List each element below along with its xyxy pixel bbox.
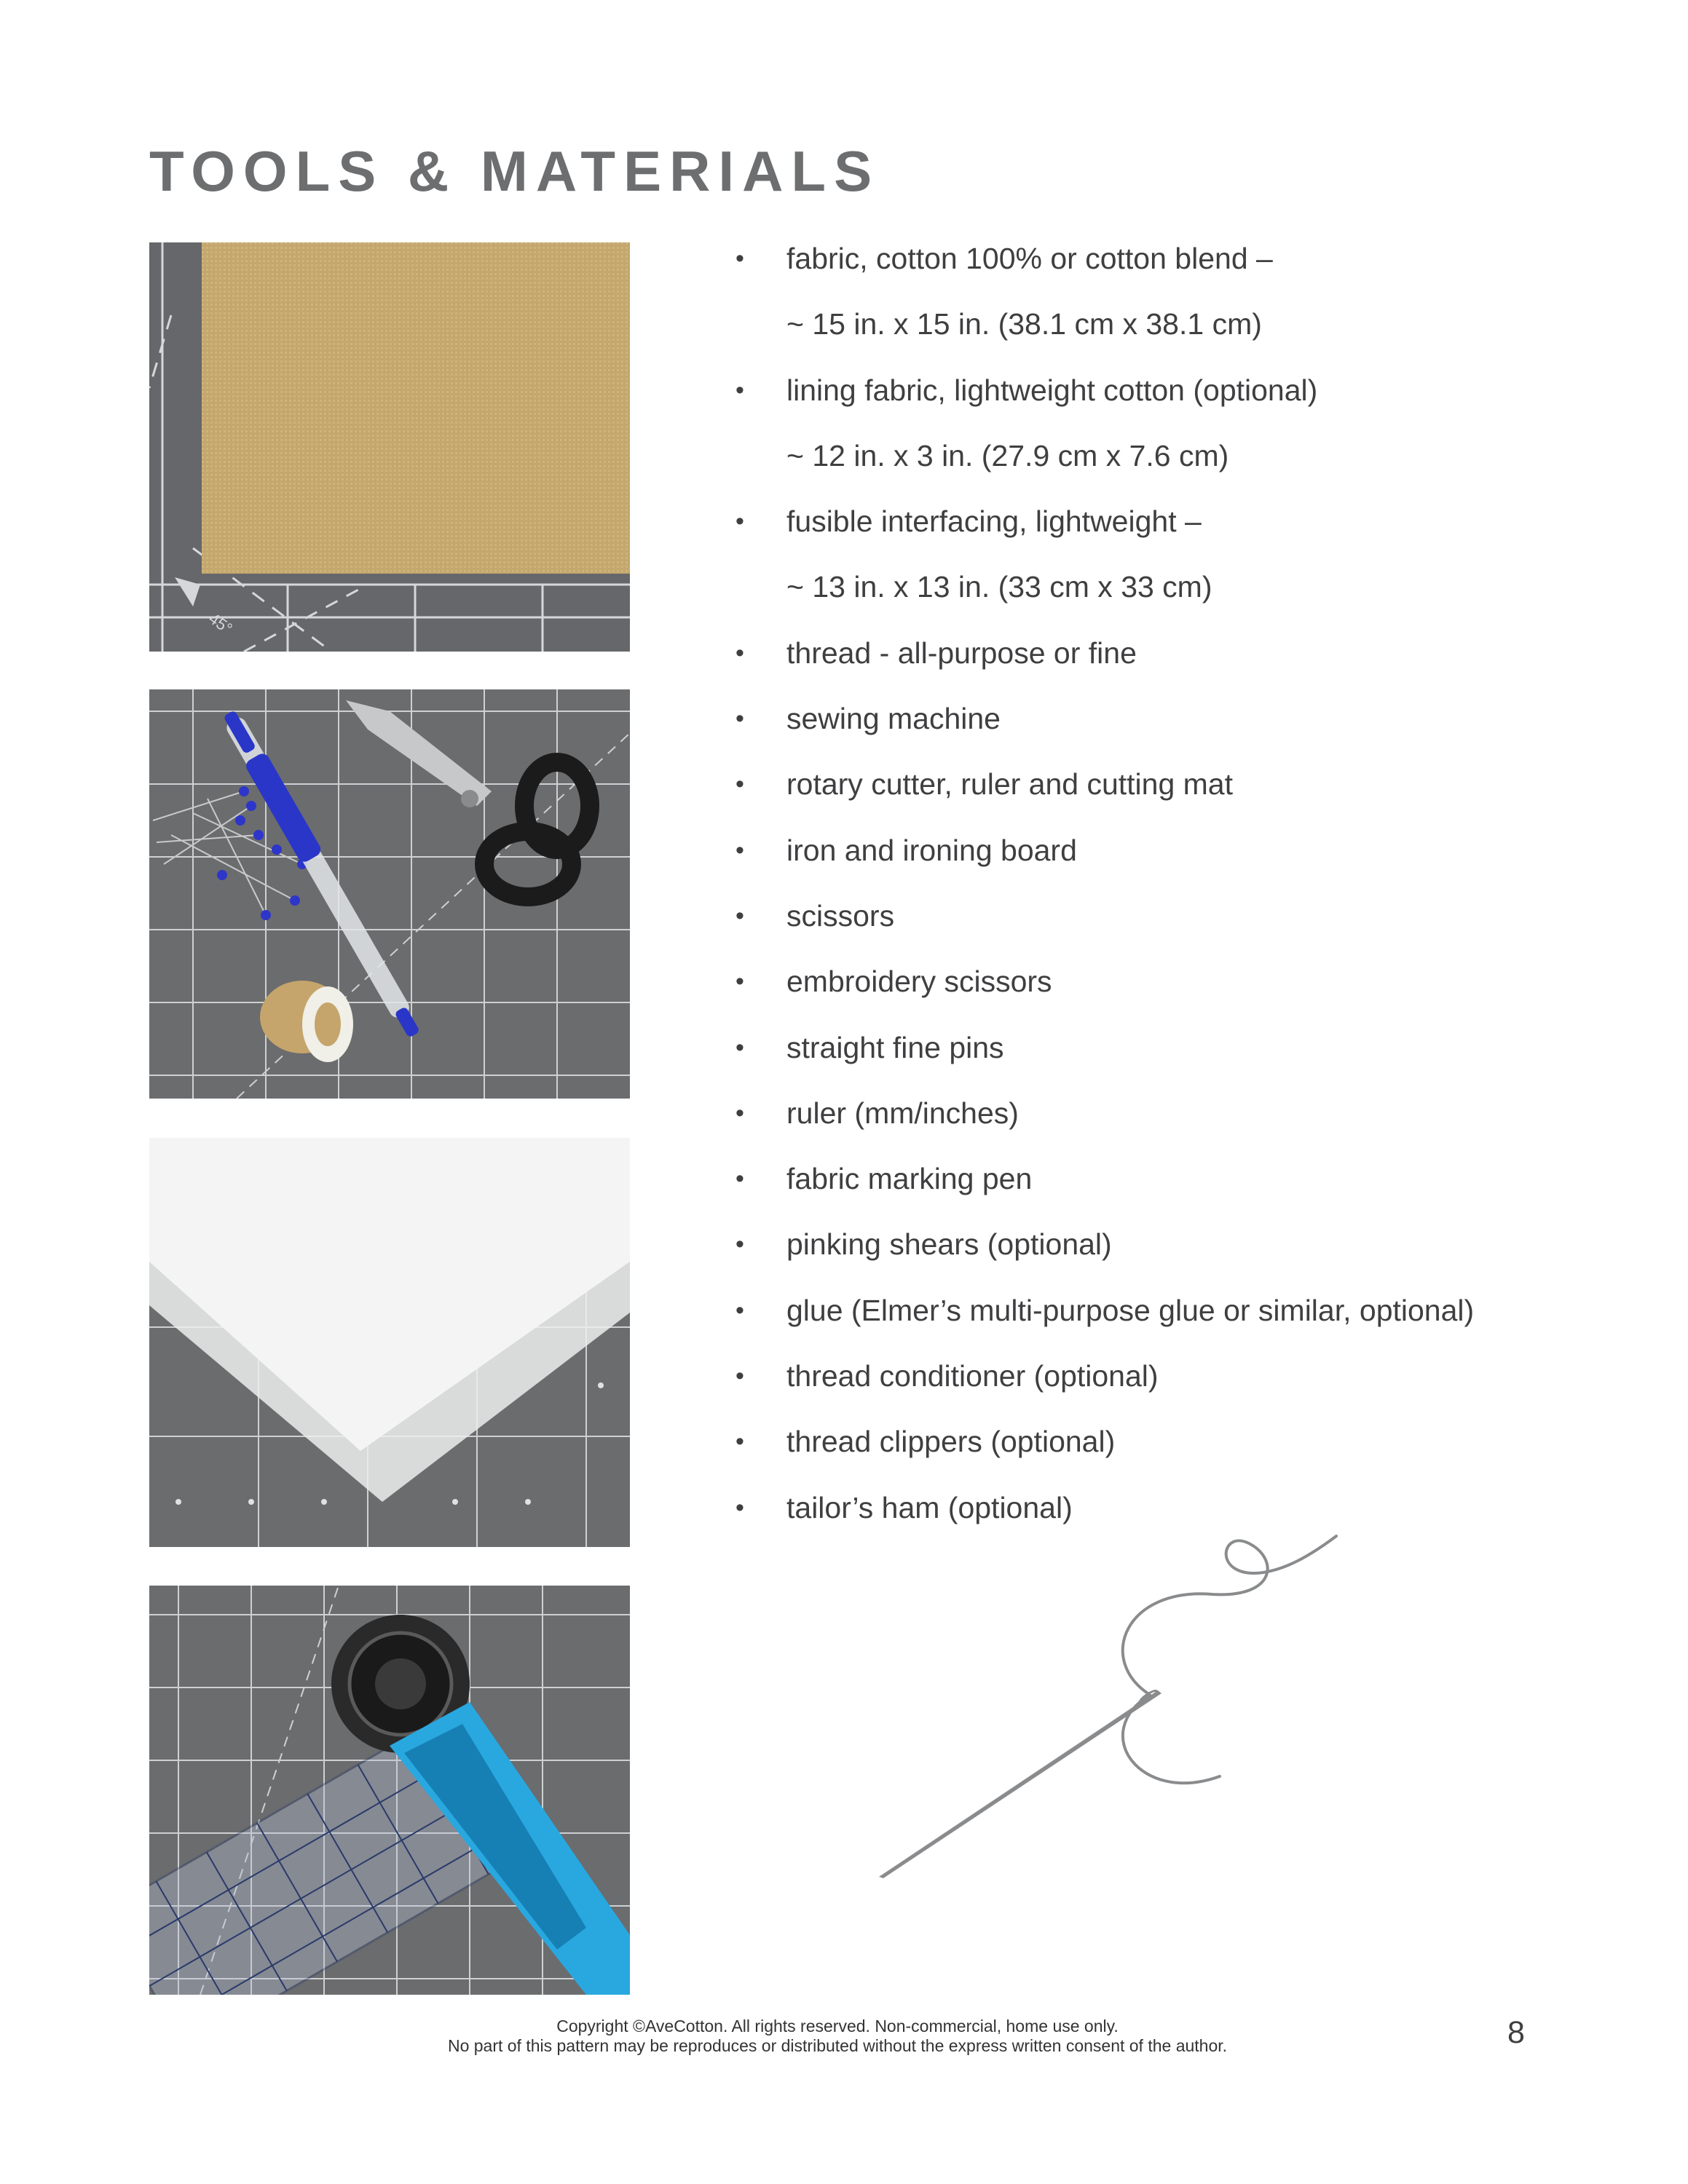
bullet-icon: • [735,770,744,799]
materials-item-text: thread - all-purpose or fine [786,636,1137,670]
materials-item [735,1022,1609,1088]
copyright-line-1: Copyright ©AveCotton. All rights reserved. Non-commercial, home use only. [556,2017,1119,2035]
materials-item-text: straight fine pins [786,1030,1004,1064]
materials-item-text: thread clippers (optional) [786,1425,1116,1459]
materials-item-detail [735,561,1609,627]
materials-item-text: lining fabric, lightweight cotton (optional) [786,373,1318,407]
materials-item-text: fabric marking pen [786,1162,1033,1196]
materials-item [735,956,1609,1021]
bullet-icon: • [735,901,744,930]
materials-item [735,1153,1609,1219]
materials-item-text: embroidery scissors [786,965,1052,999]
bullet-icon: • [735,245,744,272]
materials-item-text: iron and ironing board [786,833,1077,867]
materials-item [735,1285,1609,1350]
materials-item [735,890,1609,956]
page-number: 8 [1507,2015,1525,2050]
materials-item [735,693,1609,759]
copyright-footer [291,2017,1384,2056]
copyright-line-2: No part of this pattern may be reproduces or distributed without the express written consent of the author. [447,2036,1228,2055]
materials-item [735,628,1609,693]
materials-item-detail [735,298,1609,364]
materials-item [735,1416,1609,1481]
interfacing-photo [149,1138,630,1547]
materials-item-text: thread conditioner (optional) [786,1359,1159,1393]
materials-item-text: tailor’s ham (optional) [786,1490,1073,1524]
bullet-icon: • [735,1493,744,1522]
mat-angle-label: 45° [205,609,236,638]
bullet-icon: • [735,1296,744,1324]
materials-item-text: ruler (mm/inches) [786,1096,1019,1130]
materials-list [735,233,1609,1548]
bullet-icon: • [735,1362,744,1390]
notions-photo [149,689,630,1099]
bullet-icon: • [735,968,744,996]
rotary-cutter-photo [149,1586,630,1995]
materials-item [735,233,1609,298]
materials-item [735,365,1609,430]
materials-item-text: fusible interfacing, lightweight – [786,505,1202,539]
materials-item [735,825,1609,890]
materials-item-text: fabric, cotton 100% or cotton blend – [786,242,1273,275]
materials-item [735,1219,1609,1284]
bullet-icon: • [735,1165,744,1193]
bullet-icon: • [735,376,744,404]
materials-item-text: scissors [786,898,895,933]
bullet-icon: • [735,1428,744,1456]
bullet-icon: • [735,638,744,667]
materials-item-text: ~ 15 in. x 15 in. (38.1 cm x 38.1 cm) [786,307,1262,341]
bullet-icon: • [735,1230,744,1259]
needle-thread-icon [870,1529,1351,1878]
page-title: TOOLS & MATERIALS [149,139,880,203]
bullet-icon: • [735,836,744,864]
materials-item [735,759,1609,824]
materials-item [735,1088,1609,1153]
materials-item [735,496,1609,561]
materials-item-text: sewing machine [786,702,1001,736]
materials-item-text: glue (Elmer’s multi-purpose glue or similar, optional) [786,1293,1475,1327]
materials-item-text: pinking shears (optional) [786,1227,1112,1262]
materials-item-text: ~ 13 in. x 13 in. (33 cm x 33 cm) [786,570,1212,604]
materials-item [735,1350,1609,1416]
fabric-photo [149,242,630,652]
bullet-icon: • [735,705,744,733]
bullet-icon: • [735,1099,744,1127]
materials-item-detail [735,430,1609,496]
materials-item-text: rotary cutter, ruler and cutting mat [786,767,1233,802]
bullet-icon: • [735,1033,744,1061]
materials-item-text: ~ 12 in. x 3 in. (27.9 cm x 7.6 cm) [786,438,1229,472]
bullet-icon: • [735,507,744,536]
